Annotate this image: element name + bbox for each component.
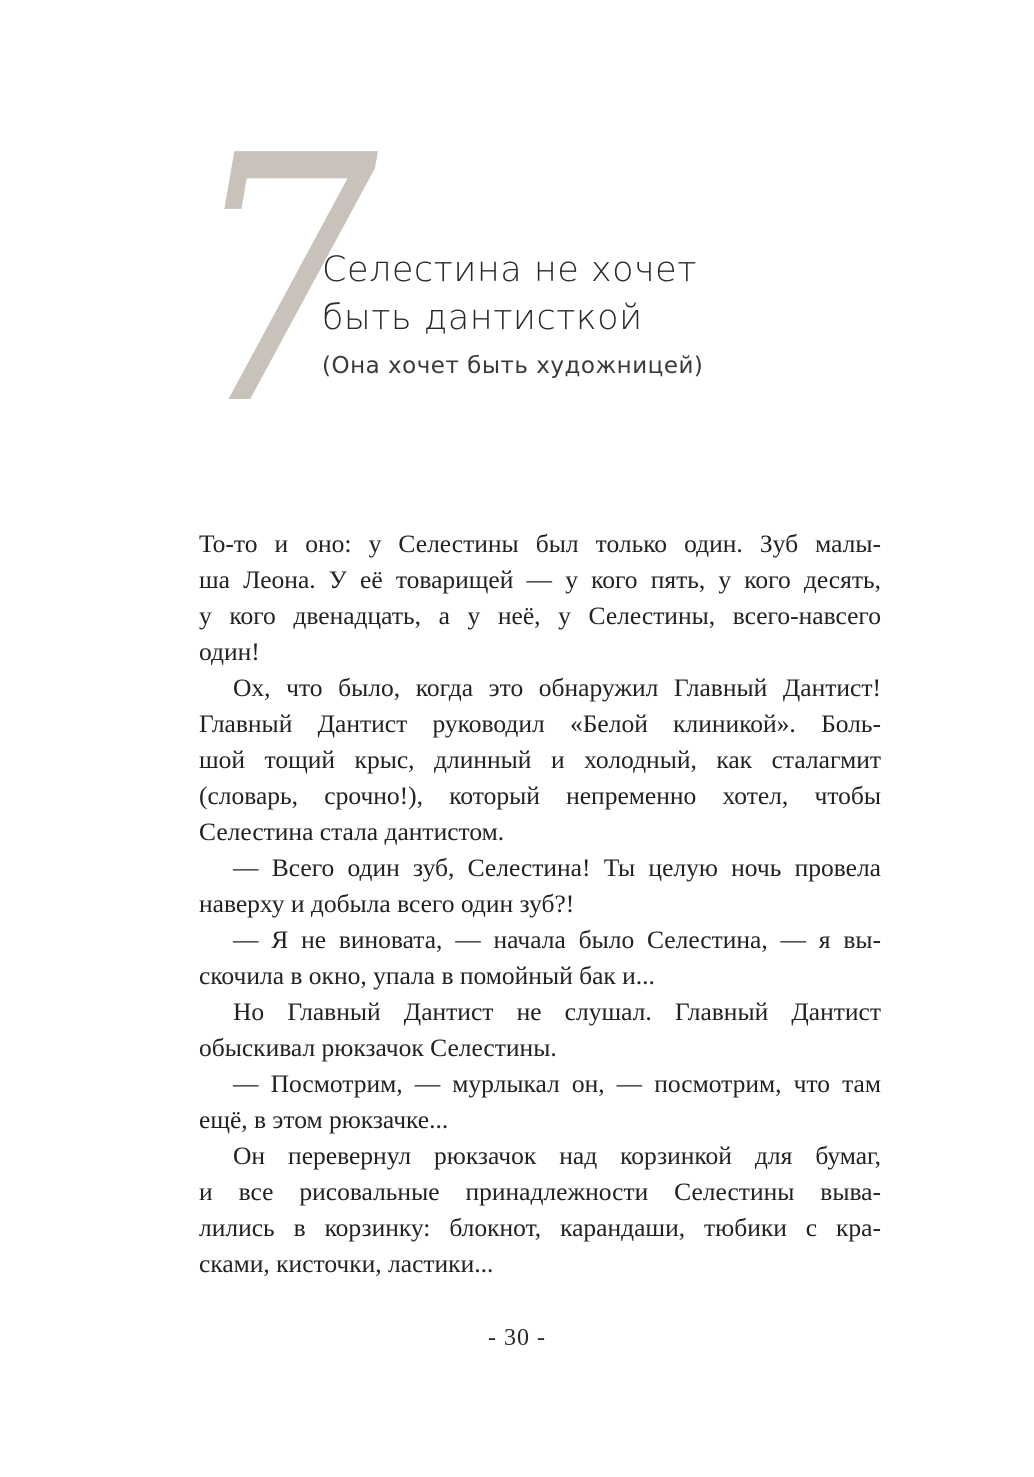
text-line: ша Леона. У её товарищей — у кого пять, у кого десять, — [199, 565, 881, 594]
text-line: Ох, что было, когда это обнаружил Главный Дантист! — [233, 673, 881, 702]
text-line: ещё, в этом рюкзачке... — [199, 1105, 449, 1134]
text-line: шой тощий крыс, длинный и холодный, как сталагмит — [199, 745, 881, 774]
text-line: сками, кисточки, ластики... — [199, 1249, 494, 1278]
text-line: у кого двенадцать, а у неё, у Селестины, всего-навсего — [199, 601, 881, 630]
text-line: Но Главный Дантист не слушал. Главный Дантист — [233, 997, 881, 1026]
text-line: — Посмотрим, — мурлыкал он, — посмотрим, что там — [233, 1069, 881, 1098]
chapter-title-line: быть дантисткой — [322, 298, 643, 338]
text-line: лились в корзинку: блокнот, карандаши, тюбики с кра- — [199, 1213, 881, 1242]
text-line: наверху и добыла всего один зуб?! — [199, 889, 575, 918]
text-line: Он перевернул рюкзачок над корзинкой для бумаг, — [233, 1141, 881, 1170]
text-line: скочила в окно, упала в помойный бак и... — [199, 961, 655, 990]
text-line: обыскивал рюкзачок Селестины. — [199, 1033, 557, 1062]
chapter-subtitle: (Она хочет быть художницей) — [322, 353, 704, 379]
text-line: — Всего один зуб, Селестина! Ты целую ночь провела — [233, 853, 881, 882]
text-line: (словарь, срочно!), который непременно хотел, чтобы — [199, 781, 881, 810]
body-text — [199, 526, 881, 1282]
text-line: и все рисовальные принадлежности Селестины выва- — [199, 1177, 881, 1206]
chapter-title — [322, 246, 697, 342]
chapter-title-line: Селестина не хочет — [322, 250, 697, 290]
text-line: Селестина стала дантистом. — [199, 817, 505, 846]
text-line: Главный Дантист руководил «Белой клиникой». Боль- — [199, 709, 881, 738]
page-number: - 30 - — [488, 1325, 546, 1351]
text-line: — Я не виновата, — начала было Селестина, — я вы- — [233, 925, 881, 954]
chapter-number: 7 — [188, 84, 372, 480]
text-line: один! — [199, 637, 260, 666]
text-line: То-то и оно: у Селестины был только один. Зуб малы- — [199, 529, 881, 558]
